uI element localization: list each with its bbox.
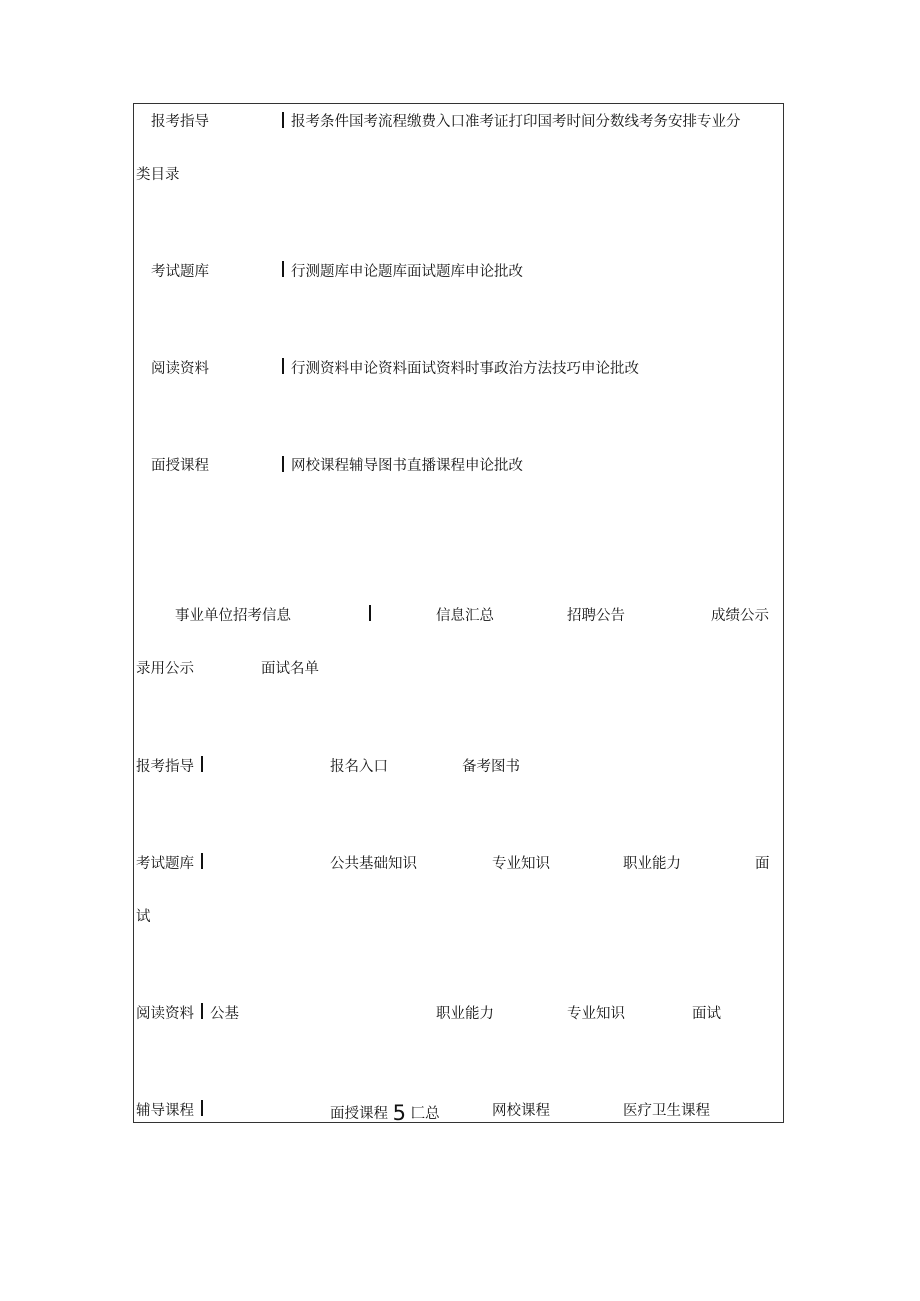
row-heading-guide: 报考指导: [136, 759, 194, 775]
link-interview-list[interactable]: 面试名单: [261, 661, 319, 677]
link-interview[interactable]: 面试: [692, 1006, 721, 1022]
course-links[interactable]: 网校课程辅导图书直播课程申论批改: [291, 458, 523, 474]
row-heading-reading: 阅读资料: [136, 1006, 194, 1022]
merged-suffix: 匚总: [410, 1106, 440, 1122]
separator-bar: [282, 456, 284, 472]
row-heading-reading: 阅读资料: [151, 361, 209, 377]
question-bank-links[interactable]: 行测题库申论题库面试题库申论批改: [291, 264, 523, 280]
link-vocational-ability[interactable]: 职业能力: [436, 1006, 494, 1022]
link-prep-books[interactable]: 备考图书: [462, 759, 520, 775]
link-vocational-ability[interactable]: 职业能力: [623, 856, 681, 872]
link-professional-knowledge[interactable]: 专业知识: [492, 856, 550, 872]
row-heading-question-bank: 考试题库: [151, 264, 209, 280]
in-person-label: 面授课程: [330, 1106, 388, 1122]
link-in-person-courses[interactable]: [330, 1102, 440, 1123]
separator-bar: [201, 1003, 203, 1019]
link-hiring-notice[interactable]: 录用公示: [136, 661, 194, 677]
link-public-knowledge[interactable]: 公共基础知识: [330, 856, 417, 872]
link-interview-part2[interactable]: 试: [136, 909, 151, 925]
separator-bar: [282, 112, 284, 128]
merged-number: 5: [392, 1101, 406, 1125]
row-heading-courses: 面授课程: [151, 458, 209, 474]
link-medical-courses[interactable]: 医疗卫生课程: [623, 1103, 710, 1119]
link-recruitment-notice[interactable]: 招聘公告: [567, 608, 625, 624]
separator-bar: [201, 853, 203, 869]
link-public-basics[interactable]: 公基: [210, 1006, 239, 1022]
separator-bar: [369, 605, 371, 621]
link-score-notice[interactable]: 成绩公示: [711, 608, 769, 624]
row-heading-question-bank: 考试题库: [136, 856, 194, 872]
section-title[interactable]: 事业单位招考信息: [175, 608, 291, 624]
separator-bar: [282, 261, 284, 277]
separator-bar: [201, 1100, 203, 1116]
reading-links[interactable]: 行测资料申论资料面试资料时事政治方法技巧申论批改: [291, 361, 639, 377]
separator-bar: [282, 358, 284, 374]
link-online-courses[interactable]: 网校课程: [492, 1103, 550, 1119]
guide-links[interactable]: 报考条件国考流程缴费入口准考证打印国考时间分数线考务安排专业分: [291, 114, 741, 130]
row-heading-courses: 辅导课程: [136, 1103, 194, 1119]
guide-links-wrap[interactable]: 类目录: [136, 167, 180, 183]
separator-bar: [201, 756, 203, 772]
link-interview-part1[interactable]: 面: [755, 856, 770, 872]
link-info-summary[interactable]: 信息汇总: [436, 608, 494, 624]
link-registration[interactable]: 报名入口: [330, 759, 388, 775]
link-professional-knowledge[interactable]: 专业知识: [567, 1006, 625, 1022]
row-heading-guide: 报考指导: [151, 114, 209, 130]
